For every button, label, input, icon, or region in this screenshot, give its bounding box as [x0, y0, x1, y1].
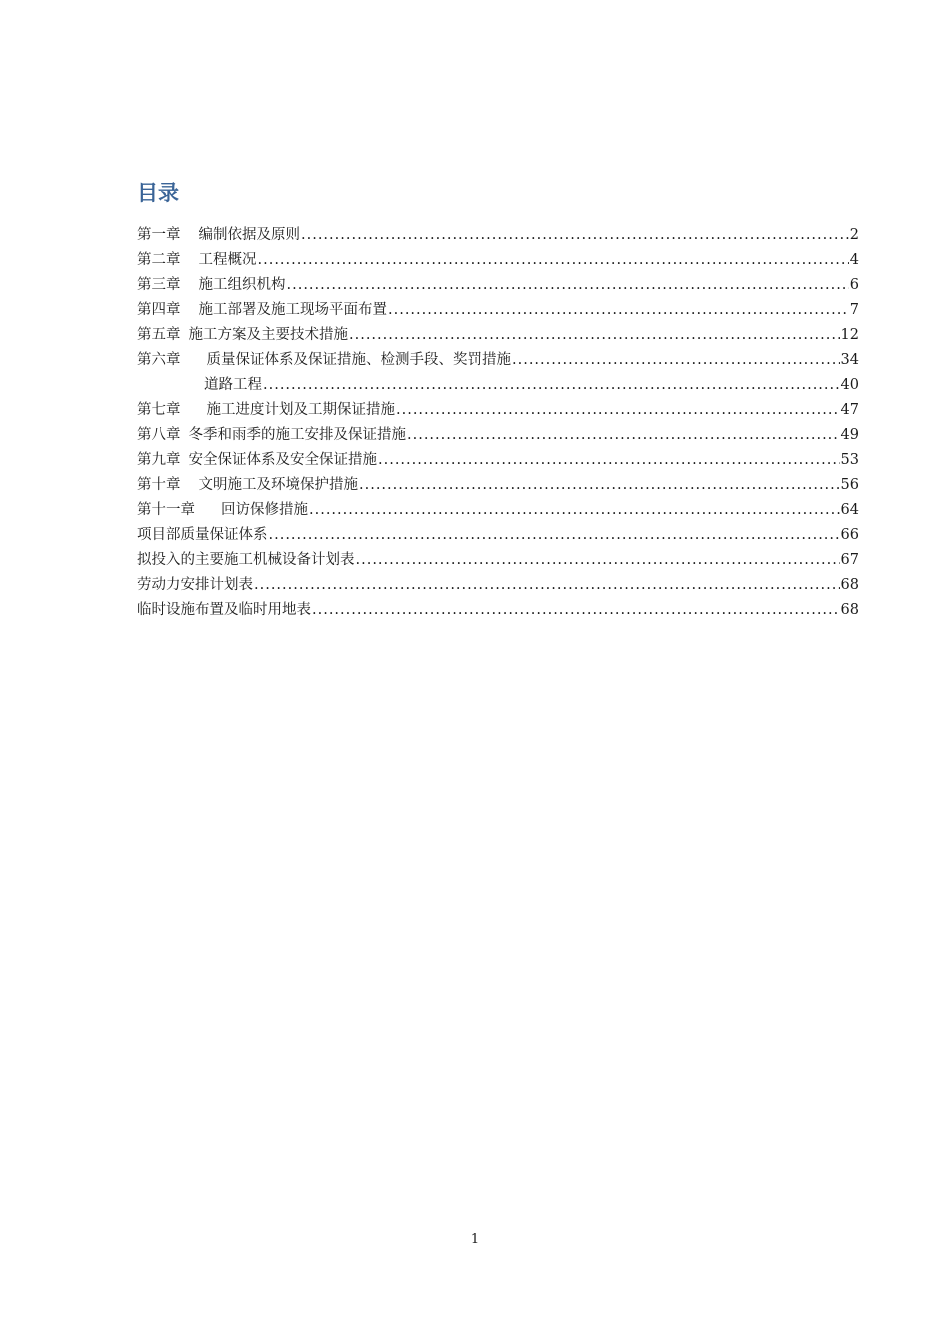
toc-entry-title: 质量保证体系及保证措施、检测手段、奖罚措施: [206, 352, 511, 368]
toc-entry-title: 道路工程: [204, 377, 262, 393]
toc-entry-page: 56: [840, 477, 859, 493]
toc-entry-title: 编制依据及原则: [198, 227, 300, 243]
toc-list: [137, 223, 859, 623]
toc-entry-chapter: 第二章: [137, 252, 181, 268]
toc-dot-leader: [263, 373, 840, 398]
toc-entry[interactable]: [137, 323, 859, 348]
toc-dot-leader: [309, 498, 840, 523]
toc-dot-leader: [356, 548, 840, 573]
toc-entry[interactable]: [137, 473, 859, 498]
toc-entry-chapter: 第十一章: [137, 502, 195, 518]
toc-dot-leader: [388, 298, 849, 323]
toc-dot-leader: [378, 448, 840, 473]
toc-entry[interactable]: [137, 498, 859, 523]
toc-entry-page: 68: [840, 577, 859, 593]
toc-entry-title: 工程概况: [198, 252, 257, 268]
page-number: 1: [470, 1232, 480, 1247]
toc-entry-chapter: 第七章: [137, 402, 181, 418]
toc-entry-title: 劳动力安排计划表: [137, 577, 253, 593]
toc-entry-page: 47: [840, 402, 859, 418]
toc-entry-title: 安全保证体系及安全保证措施: [188, 452, 377, 468]
toc-entry[interactable]: [137, 248, 859, 273]
toc-dot-leader: [258, 248, 849, 273]
toc-dot-leader: [359, 473, 840, 498]
toc-entry-title: 施工组织机构: [198, 277, 286, 293]
toc-dot-leader: [254, 573, 840, 598]
toc-entry-page: 64: [840, 502, 859, 518]
toc-entry-page: 2: [849, 227, 859, 243]
toc-entry[interactable]: [137, 523, 859, 548]
toc-entry-title: 回访保修措施: [221, 502, 308, 518]
toc-entry-page: 6: [849, 277, 859, 293]
toc-entry-chapter: 第四章: [137, 302, 181, 318]
toc-entry[interactable]: [137, 223, 859, 248]
toc-entry-chapter: 第一章: [137, 227, 181, 243]
toc-dot-leader: [287, 273, 849, 298]
toc-entry[interactable]: [137, 273, 859, 298]
toc-entry-chapter: 第八章: [137, 427, 181, 443]
toc-entry-chapter: 第三章: [137, 277, 181, 293]
toc-entry-title: 施工进度计划及工期保证措施: [206, 402, 395, 418]
toc-entry-page: 4: [849, 252, 859, 268]
toc-entry-chapter: 第九章: [137, 452, 181, 468]
toc-dot-leader: [349, 323, 840, 348]
toc-entry-page: 12: [840, 327, 859, 343]
toc-entry[interactable]: [137, 548, 859, 573]
toc-entry[interactable]: [137, 448, 859, 473]
toc-entry-page: 49: [840, 427, 859, 443]
toc-entry-chapter: 第六章: [137, 352, 181, 368]
toc-entry-chapter: 第十章: [137, 477, 181, 493]
toc-entry-page: 66: [840, 527, 859, 543]
toc-entry-page: 67: [840, 552, 859, 568]
toc-entry[interactable]: [137, 573, 859, 598]
toc-dot-leader: [407, 423, 840, 448]
toc-dot-leader: [269, 523, 840, 548]
toc-entry-page: 53: [840, 452, 859, 468]
toc-dot-leader: [312, 598, 840, 623]
toc-dot-leader: [512, 348, 840, 373]
toc-entry-title: 施工部署及施工现场平面布置: [198, 302, 387, 318]
toc-entry-title: 冬季和雨季的施工安排及保证措施: [188, 427, 406, 443]
toc-entry-page: 34: [840, 352, 859, 368]
toc-heading: 目录: [137, 181, 179, 205]
toc-entry[interactable]: [137, 298, 859, 323]
toc-dot-leader: [396, 398, 840, 423]
toc-entry[interactable]: [137, 373, 859, 398]
toc-entry[interactable]: [137, 348, 859, 373]
toc-entry-title: 项目部质量保证体系: [137, 527, 268, 543]
toc-entry[interactable]: [137, 398, 859, 423]
toc-entry-title: 文明施工及环境保护措施: [198, 477, 358, 493]
toc-entry-page: 7: [849, 302, 859, 318]
toc-entry[interactable]: [137, 598, 859, 623]
toc-entry-page: 40: [840, 377, 859, 393]
toc-entry-page: 68: [840, 602, 859, 618]
toc-entry-chapter: 第五章: [137, 327, 181, 343]
toc-entry-title: 拟投入的主要施工机械设备计划表: [137, 552, 355, 568]
toc-entry-title: 临时设施布置及临时用地表: [137, 602, 311, 618]
toc-entry-title: 施工方案及主要技术措施: [188, 327, 348, 343]
toc-entry[interactable]: [137, 423, 859, 448]
toc-dot-leader: [301, 223, 849, 248]
